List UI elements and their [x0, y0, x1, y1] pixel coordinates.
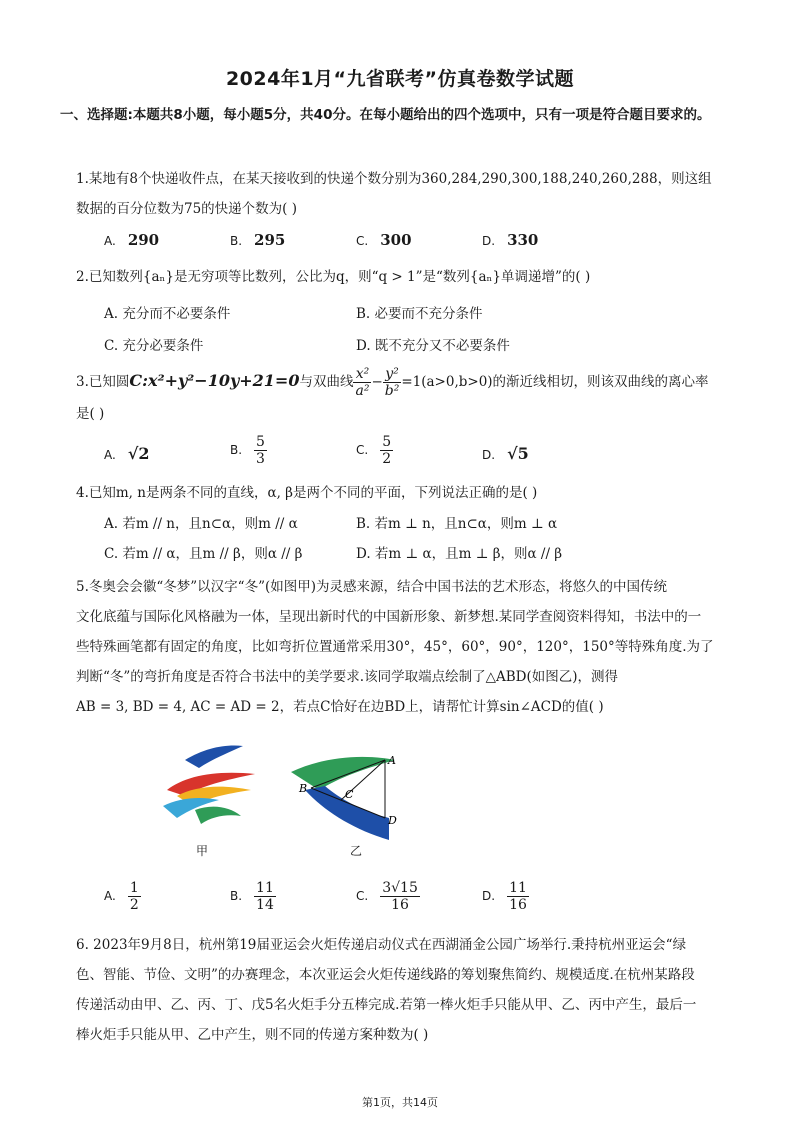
option-d: D. √5 [482, 444, 529, 463]
point-c-label: C [345, 788, 354, 801]
question-6-line-3: 传递活动由甲、乙、丙、丁、戊5名火炬手分五棒完成.若第一棒火炬手只能从甲、乙、丙中产生，最后一 [76, 997, 697, 1013]
option-d: D. 若m ⊥ α，且m ⊥ β，则α // β [356, 546, 563, 562]
question-6-line-4: 棒火炬手只能从甲、乙中产生，则不同的传递方案种数为( ) [76, 1027, 429, 1043]
option-a: A. 若m // n，且n⊂α，则m // α [104, 516, 298, 532]
question-3 [76, 366, 736, 429]
point-d-label: D [388, 814, 397, 827]
option-c: C. $\frac{3√15}{16}$ [356, 880, 418, 913]
emblem-stroke-blue-top [185, 746, 243, 768]
option-c: C. $\frac{5}{2}$ [356, 434, 392, 467]
page-title: 2024年1月“九省联考”仿真卷数学试题 [225, 68, 575, 90]
triangle-abd-figure [285, 752, 415, 852]
question-4-options-row-2 [76, 540, 736, 568]
question-5-options [76, 880, 736, 920]
emblem-stroke-green [195, 807, 241, 824]
question-2: 2.已知数列{aₙ}是无穷项等比数列，公比为q，则“q > 1”是“数列{aₙ}单调递增”的( ) [76, 269, 591, 285]
option-a: A. 充分而不必要条件 [104, 306, 231, 322]
figure-caption-jia: 甲 [196, 844, 209, 858]
option-d: D. $\frac{11}{16}$ [482, 880, 527, 913]
question-3-options [76, 434, 736, 476]
option-a: A. 290 [104, 231, 160, 249]
question-6 [76, 930, 736, 1050]
option-b: B. 若m ⊥ n，且n⊂α，则m ⊥ α [356, 516, 558, 532]
winter-dream-emblem-figure [155, 740, 265, 840]
option-a: A. $\frac{1}{2}$ [104, 880, 139, 913]
point-a-label: A [388, 754, 396, 767]
hyperbola-x-term: $\frac{\text{x²}}{\text{a²}}$ [355, 366, 370, 399]
circle-equation: C:x²+y²−10y+21=0 [129, 371, 300, 390]
figure-caption-yi: 乙 [350, 844, 363, 858]
option-b: B. $\frac{5}{3}$ [230, 434, 265, 467]
question-4-options-row-1 [76, 510, 736, 538]
option-b: B. 必要而不充分条件 [356, 306, 483, 322]
question-5-line-2: 文化底蕴与国际化风格融为一体，呈现出新时代的中国新形象、新梦想.某同学查阅资料得知，书法中的一 [76, 609, 702, 625]
option-b: B. $\frac{11}{14}$ [230, 880, 274, 913]
question-5-line-5: AB = 3, BD = 4, AC = AD = 2，若点C恰好在边BD上，请帮忙计算sin∠ACD的值( ) [76, 699, 604, 715]
option-c: C. 若m // α，且m // β，则α // β [104, 546, 303, 562]
question-5-line-4: 判断“冬”的弯折角度是否符合书法中的美学要求.该同学取端点绘制了△ABD(如图乙)，测得 [76, 669, 619, 685]
section-header: 一、选择题:本题共8小题，每小题5分，共40分。在每小题给出的四个选项中，只有一项是符合题目要求的。 [60, 107, 711, 123]
page-footer: 第1页，共14页 [362, 1096, 438, 1109]
question-4: 4.已知m, n是两条不同的直线，α, β是两个不同的平面，下列说法正确的是( ) [76, 485, 538, 501]
question-5-line-1: 5.冬奥会会徽“冬梦”以汉字“冬”(如图甲)为灵感来源，结合中国书法的艺术形态，将悠久的中国传统 [76, 579, 668, 595]
question-5 [76, 572, 736, 722]
question-3-line-1: 3.已知圆C:x²+y²−10y+21=0与双曲线 $\frac{\text{x²}}{\text{a²}}$ − $\frac{\text{y²}}{\text{b²}}$ =1(a>0,b>0)的渐近线相切，则该双曲线的离心率 [76, 366, 709, 399]
hyperbola-y-term: $\frac{\text{y²}}{\text{b²}}$ [384, 366, 400, 399]
option-c: C. 充分必要条件 [104, 338, 204, 354]
question-1-line-1: 1.某地有8个快递收件点，在某天接收到的快递个数分别为360,284,290,300,188,240,260,288，则这组 [76, 171, 712, 187]
question-5-line-3: 些特殊画笔都有固定的角度，比如弯折位置通常采用30°，45°，60°，90°，120°，150°等特殊角度.为了 [76, 639, 714, 655]
question-2-options-row-1 [76, 300, 736, 328]
question-2-options-row-2 [76, 332, 736, 360]
question-6-line-2: 色、智能、节俭、文明”的办赛理念，本次亚运会火炬传递线路的筹划聚焦简约、规模适度.在杭州某路段 [76, 967, 695, 983]
question-6-line-1: 6. 2023年9月8日，杭州第19届亚运会火炬传递启动仪式在西湖涌金公园广场举行.秉持杭州亚运会“绿 [76, 937, 687, 953]
question-1-options [76, 226, 736, 254]
option-d: D. 既不充分又不必要条件 [356, 338, 510, 354]
point-b-label: B [299, 782, 308, 795]
question-1 [76, 164, 736, 224]
question-1-line-2: 数据的百分位数为75的快递个数为( ) [76, 201, 298, 217]
option-b: B. 295 [230, 231, 286, 249]
option-a: A. √2 [104, 444, 150, 463]
option-c: C. 300 [356, 231, 412, 249]
question-3-line-2: 是( ) [76, 406, 105, 422]
option-d: D. 330 [482, 231, 539, 249]
